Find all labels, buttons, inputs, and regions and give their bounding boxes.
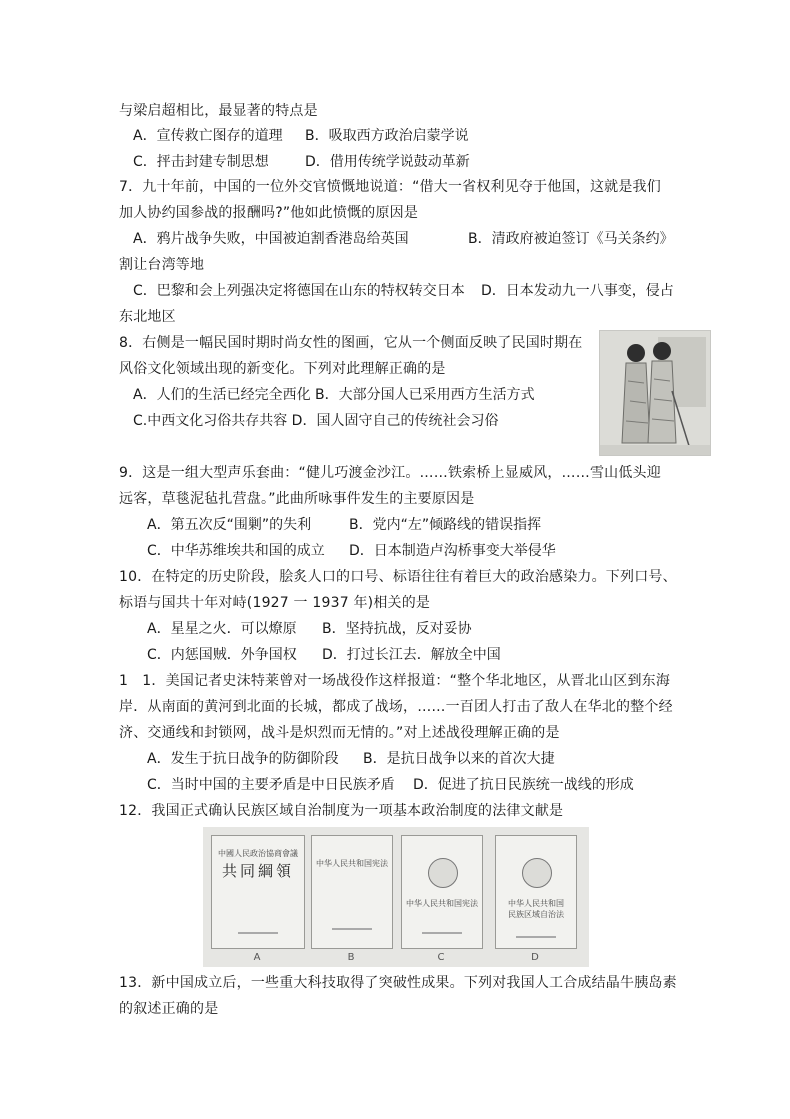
option-d-cont: 东北地区: [119, 309, 176, 325]
option-ab: A．人们的生活已经完全西化 B．大部分国人已采用西方生活方式: [133, 387, 535, 403]
option-c: C．内惩国贼．外争国权: [147, 647, 297, 663]
document-b-letter: B: [347, 952, 355, 963]
question-13-cont: 的叙述正确的是: [119, 1001, 219, 1017]
option-d: D．打过长江去．解放全中国: [322, 647, 501, 663]
document-d: [495, 835, 577, 949]
option-d: D．促进了抗日民族统一战线的形成: [413, 777, 634, 793]
question-9-cont: 远客，草毯泥毡扎营盘。”此曲所咏事件发生的主要原因是: [119, 491, 475, 507]
option-a: A．宣传救亡图存的道理: [133, 128, 283, 144]
question-7-cont: 加人协约国参战的报酬吗?”他如此愤慨的原因是: [119, 205, 419, 221]
document-c: [401, 835, 483, 949]
question-11-cont: 岸．从南面的黄河到北面的长城，都成了战场，……一百团人打击了敌人在华北的整个经: [119, 699, 673, 715]
document-a-subtitle: 中國人民政治協商會議: [218, 849, 298, 858]
legal-documents-figure: [203, 827, 589, 967]
option-a: A．第五次反“围剿”的失利: [147, 517, 312, 533]
republic-era-women-illustration: [599, 330, 711, 456]
option-cd: C.中西文化习俗共存共容 D．国人固守自己的传统社会习俗: [133, 413, 499, 429]
option-b: B．吸取西方政治启蒙学说: [305, 128, 469, 144]
question-10: 10．在特定的历史阶段，脍炙人口的口号、标语往往有着巨大的政治感染力。下列口号、: [119, 569, 677, 585]
document-a-letter: A: [253, 952, 261, 963]
question-9: 9．这是一组大型声乐套曲：“健儿巧渡金沙江。……铁索桥上显威风，……雪山低头迎: [119, 465, 661, 481]
option-b-cont: 割让台湾等地: [119, 257, 205, 273]
option-d: D．日本制造卢沟桥事变大举侵华: [349, 543, 556, 559]
national-emblem-icon: [428, 858, 458, 888]
question-10-cont: 标语与国共十年对峙(1927 一 1937 年)相关的是: [119, 595, 431, 611]
option-c: C．中华苏维埃共和国的成立: [147, 543, 325, 559]
option-c: C．巴黎和会上列强决定将德国在山东的特权转交日本: [133, 283, 465, 299]
question-11-cont: 济、交通线和封锁网，战斗是炽烈而无情的。”对上述战役理解正确的是: [119, 725, 560, 741]
document-b: [311, 835, 393, 949]
option-c: C．当时中国的主要矛盾是中日民族矛盾: [147, 777, 395, 793]
document-c-title: 中华人民共和国宪法: [406, 899, 478, 908]
document-d-title: 中华人民共和国民族区域自治法: [508, 899, 564, 919]
option-b: B．党内“左”倾路线的错误指挥: [349, 517, 542, 533]
document-c-letter: C: [437, 952, 445, 963]
national-emblem-icon: [522, 858, 552, 888]
question-7: 7．九十年前，中国的一位外交官愤慨地说道：“借大一省权利见夺于他国，这就是我们: [119, 179, 661, 195]
question-8: 8．右侧是一幅民国时期时尚女性的图画，它从一个侧面反映了民国时期在: [119, 335, 583, 351]
option-d: D．日本发动九一八事变，侵占: [481, 283, 674, 299]
text-line: 与梁启超相比，最显著的特点是: [119, 103, 318, 119]
option-a: A．鸦片战争失败，中国被迫割香港岛给英国: [133, 231, 409, 247]
question-12: 12．我国正式确认民族区域自治制度为一项基本政治制度的法律文献是: [119, 803, 564, 819]
document-a: [211, 835, 305, 949]
option-b: B．坚持抗战，反对妥协: [322, 621, 472, 637]
document-b-title: 中华人民共和国宪法: [316, 859, 388, 868]
option-c: C．抨击封建专制思想: [133, 154, 269, 170]
question-8-cont: 风俗文化领域出现的新变化。下列对此理解正确的是: [119, 361, 446, 377]
question-13: 13．新中国成立后，一些重大科技取得了突破性成果。下列对我国人工合成结晶牛胰岛素: [119, 975, 677, 991]
document-a-title: 共同綱領: [221, 862, 294, 880]
question-11: 1 1．美国记者史沫特莱曾对一场战役作这样报道：“整个华北地区，从晋北山区到东海: [119, 673, 671, 689]
option-d: D．借用传统学说鼓动革新: [305, 154, 470, 170]
option-a: A．发生于抗日战争的防御阶段: [147, 751, 339, 767]
option-b: B．是抗日战争以来的首次大捷: [363, 751, 555, 767]
document-d-letter: D: [531, 952, 539, 963]
option-b: B．清政府被迫签订《马关条约》: [468, 231, 674, 247]
option-a: A．星星之火．可以燎原: [147, 621, 297, 637]
